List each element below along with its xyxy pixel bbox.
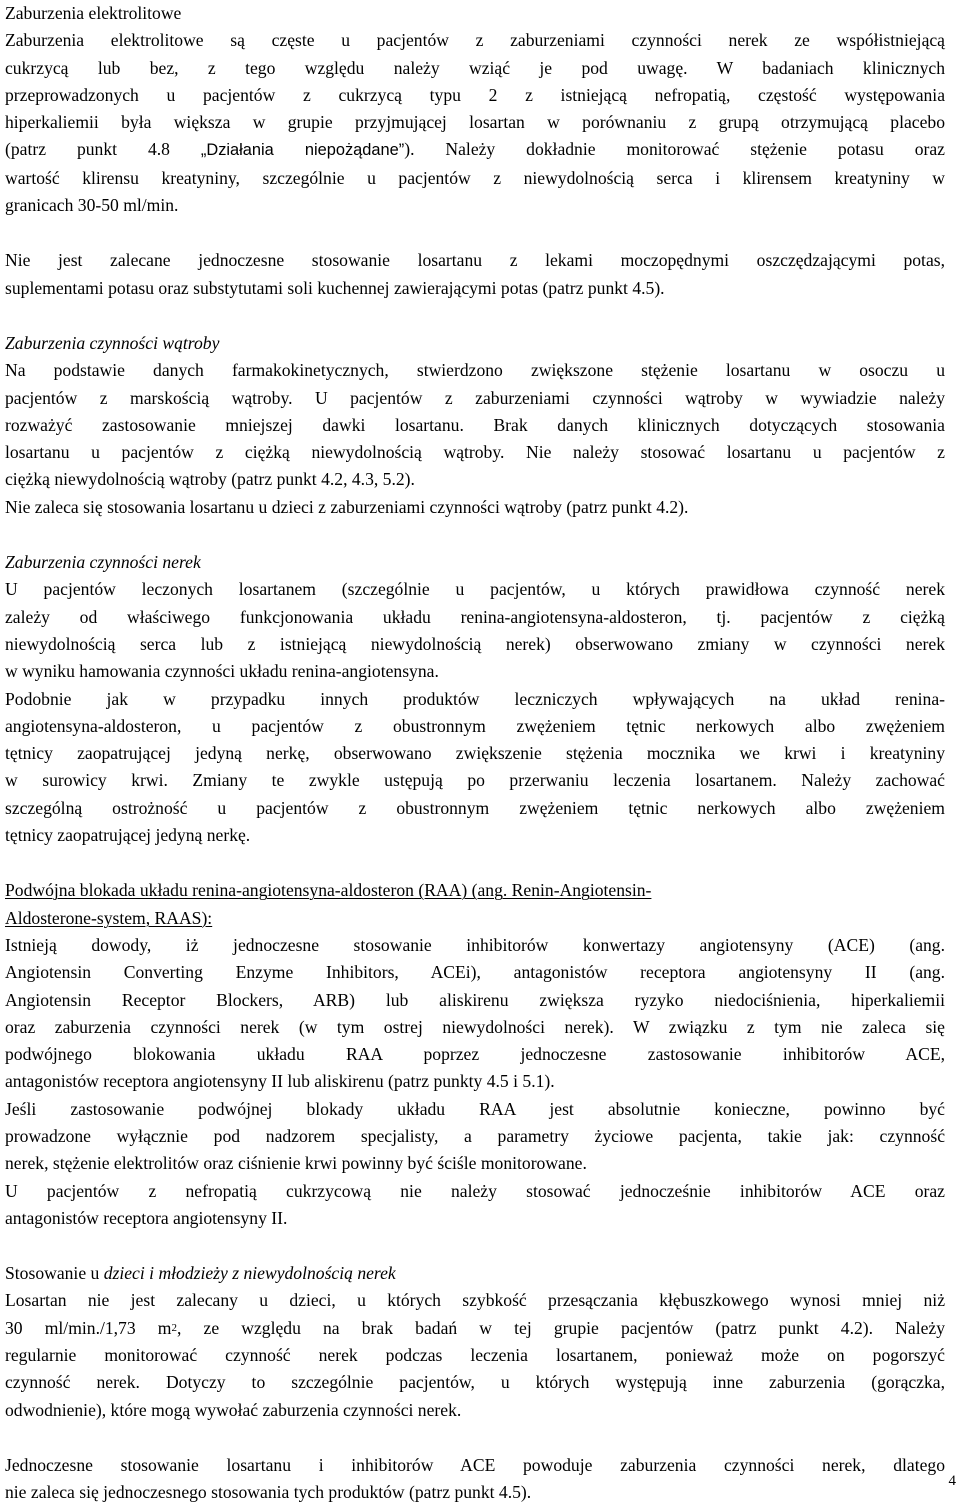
section-raas <box>5 877 945 1232</box>
line-part: 30 ml/min./1,73 m <box>5 1317 172 1338</box>
section-heading-liver: Zaburzenia czynności wątroby <box>5 332 220 353</box>
paragraph-line: Istnieją dowody, iż jednoczesne stosowanie inhibitorów konwertazy angiotensyny (ACE) (ang. <box>5 934 945 955</box>
section-heading-electrolyte: Zaburzenia elektrolitowe <box>5 3 182 23</box>
section-heading-raas-cont <box>5 905 945 932</box>
paragraph-line: Nie jest zalecane jednoczesne stosowanie losartanu z lekami moczopędnymi oszczędzającymi potas, <box>5 250 945 271</box>
paragraph-line: U pacjentów leczonych losartanem (szczególnie u pacjentów, u których prawidłowa czynność nerek <box>5 579 945 600</box>
paragraph-line: przeprowadzonych u pacjentów z cukrzycą typu 2 z istniejącą nefropatią, częstość występowania <box>5 84 945 105</box>
heading-text: Podwójna blokada układu renina-angiotensyna-aldosteron (RAA) (ang. Renin-Angiotensin- <box>5 880 652 901</box>
paragraph-line: oraz zaburzenia czynności nerek (w tym ostrej niewydolności nerek). W związku z tym nie zaleca się <box>5 1016 945 1037</box>
paragraph-line <box>5 1315 945 1342</box>
paragraph-line: Jeśli zastosowanie podwójnej blokady układu RAA jest absolutnie konieczne, powinno być <box>5 1098 945 1119</box>
paragraph-line: niewydolnością serca lub z istniejącą niewydolnością nerek) obserwowano zmiany w czynności nerek <box>5 633 945 654</box>
page-number: 4 <box>948 1473 956 1489</box>
heading-text: Stosowanie u <box>5 1263 104 1284</box>
section-liver <box>5 330 945 521</box>
paragraph-line: hiperkaliemii była większa w grupie przyjmującej losartan w porównaniu z grupą otrzymującą placebo <box>5 112 945 133</box>
paragraph-line: w wyniku hamowania czynności układu renina-angiotensyna. <box>5 661 439 682</box>
paragraph-line: U pacjentów z nefropatią cukrzycową nie należy stosować jednocześnie inhibitorów ACE oraz <box>5 1180 945 1201</box>
paragraph-line: tętnicy zaopatrującej jedyną nerkę. <box>5 825 251 846</box>
paragraph-line: czynność nerek. Dotyczy to szczególnie pacjentów, u których występują inne zaburzenia (gorączka, <box>5 1372 945 1393</box>
paragraph-potassium <box>5 247 945 302</box>
section-electrolyte <box>5 0 945 219</box>
paragraph-line: Podobnie jak w przypadku innych produktów leczniczych wpływających na układ renina- <box>5 688 945 709</box>
paragraph-line: w surowicy krwi. Zmiany te zwykle ustępują po przerwaniu leczenia losartanem. Należy zachować <box>5 770 945 791</box>
section-kidney <box>5 549 945 849</box>
section-children <box>5 1260 945 1424</box>
paragraph-line <box>5 136 945 164</box>
paragraph-line: tętnicy zaopatrującej jedyną nerkę, obserwowano zwiększenie stężenia mocznika we krwi i kreatyniny <box>5 743 945 764</box>
paragraph-line: nerek, stężenie elektrolitów oraz ciśnienie krwi powinny być ściśle monitorowane. <box>5 1153 587 1174</box>
paragraph-line: Zaburzenia elektrolitowe są częste u pacjentów z zaburzeniami czynności nerek ze współistniejącą <box>5 30 945 51</box>
line-part: ). Należy dokładnie monitorować stężenie potasu oraz <box>404 139 945 160</box>
paragraph-line: ciężką niewydolnością wątroby (patrz punkt 4.2, 4.3, 5.2). <box>5 469 415 490</box>
paragraph-line: Jednoczesne stosowanie losartanu i inhibitorów ACE powoduje zaburzenia czynności nerek, dlatego <box>5 1454 945 1475</box>
section-heading-raas <box>5 877 945 904</box>
document-page <box>5 0 945 1507</box>
paragraph-line: antagonistów receptora angiotensyny II. <box>5 1207 288 1228</box>
paragraph-line: Na podstawie danych farmakokinetycznych, stwierdzono zwiększone stężenie losartanu w osoczu u <box>5 360 945 381</box>
superscript: 2 <box>171 1321 177 1334</box>
paragraph-line: wartość klirensu kreatyniny, szczególnie u pacjentów z niewydolnością serca i klirensem kreatyniny w <box>5 167 945 188</box>
paragraph-line: cukrzycą lub bez, z tego względu należy wziąć je pod uwagę. W badaniach klinicznych <box>5 57 945 78</box>
paragraph-line: Nie zaleca się stosowania losartanu u dzieci z zaburzeniami czynności wątroby (patrz punkt 4.2). <box>5 496 689 517</box>
paragraph-line: szczególną ostrożność u pacjentów z obustronnym zwężeniem tętnic nerkowych albo zwężeniem <box>5 797 945 818</box>
paragraph-line: Angiotensin Receptor Blockers, ARB) lub aliskirenu zwiększa ryzyko niedociśnienia, hiperkaliemii <box>5 989 945 1010</box>
paragraph-ace <box>5 1452 945 1507</box>
line-part: (patrz punkt 4.8 <box>5 139 201 160</box>
paragraph-line: zależy od właściwego funkcjonowania układu renina-angiotensyna-aldosteron, tj. pacjentów z ciężką <box>5 606 945 627</box>
paragraph-line: suplementami potasu oraz substytutami soli kuchennej zawierającymi potas (patrz punkt 4.5). <box>5 277 665 298</box>
paragraph-line: nie zaleca się jednoczesnego stosowania tych produktów (patrz punkt 4.5). <box>5 1482 532 1503</box>
heading-text-italic: dzieci i młodzieży z niewydolnością nerek <box>103 1263 396 1284</box>
paragraph-line: rozważyć zastosowanie mniejszej dawki losartanu. Brak danych klinicznych dotyczących stosowania <box>5 414 945 435</box>
paragraph-line: prowadzone wyłącznie pod nadzorem specjalisty, a parametry życiowe pacjenta, takie jak: czynność <box>5 1125 945 1146</box>
paragraph-line: Angiotensin Converting Enzyme Inhibitors, ACEi), antagonistów receptora angiotensyny II (ang. <box>5 962 945 983</box>
paragraph-line: regularnie monitorować czynność nerek podczas leczenia losartanem, ponieważ może on pogorszyć <box>5 1345 945 1366</box>
paragraph-line: angiotensyna-aldosteron, u pacjentów z obustronnym zwężeniem tętnic nerkowych albo zwężeniem <box>5 715 945 736</box>
heading-text: Aldosterone-system, RAAS): <box>5 907 213 928</box>
section-heading-children <box>5 1260 945 1287</box>
paragraph-line: podwójnego blokowania układu RAA poprzez jednoczesne zastosowanie inhibitorów ACE, <box>5 1044 945 1065</box>
paragraph-line: losartanu u pacjentów z ciężką niewydolnością wątroby. Nie należy stosować losartanu u pacjentów z <box>5 442 945 463</box>
paragraph-line: pacjentów z marskością wątroby. U pacjentów z zaburzeniami czynności wątroby w wywiadzie należy <box>5 387 945 408</box>
paragraph-line: granicach 30-50 ml/min. <box>5 195 179 216</box>
cross-reference: „Działania niepożądane” <box>200 141 405 160</box>
line-part: , ze względu na brak badań w tej grupie pacjentów (patrz punkt 4.2). Należy <box>176 1317 945 1338</box>
paragraph-line: antagonistów receptora angiotensyny II lub aliskirenu (patrz punkty 4.5 i 5.1). <box>5 1071 555 1092</box>
paragraph-line: odwodnienie), które mogą wywołać zaburzenia czynności nerek. <box>5 1399 462 1420</box>
section-heading-kidney: Zaburzenia czynności nerek <box>5 552 201 573</box>
paragraph-line: Losartan nie jest zalecany u dzieci, u których szybkość przesączania kłębuszkowego wynosi mniej niż <box>5 1290 945 1311</box>
